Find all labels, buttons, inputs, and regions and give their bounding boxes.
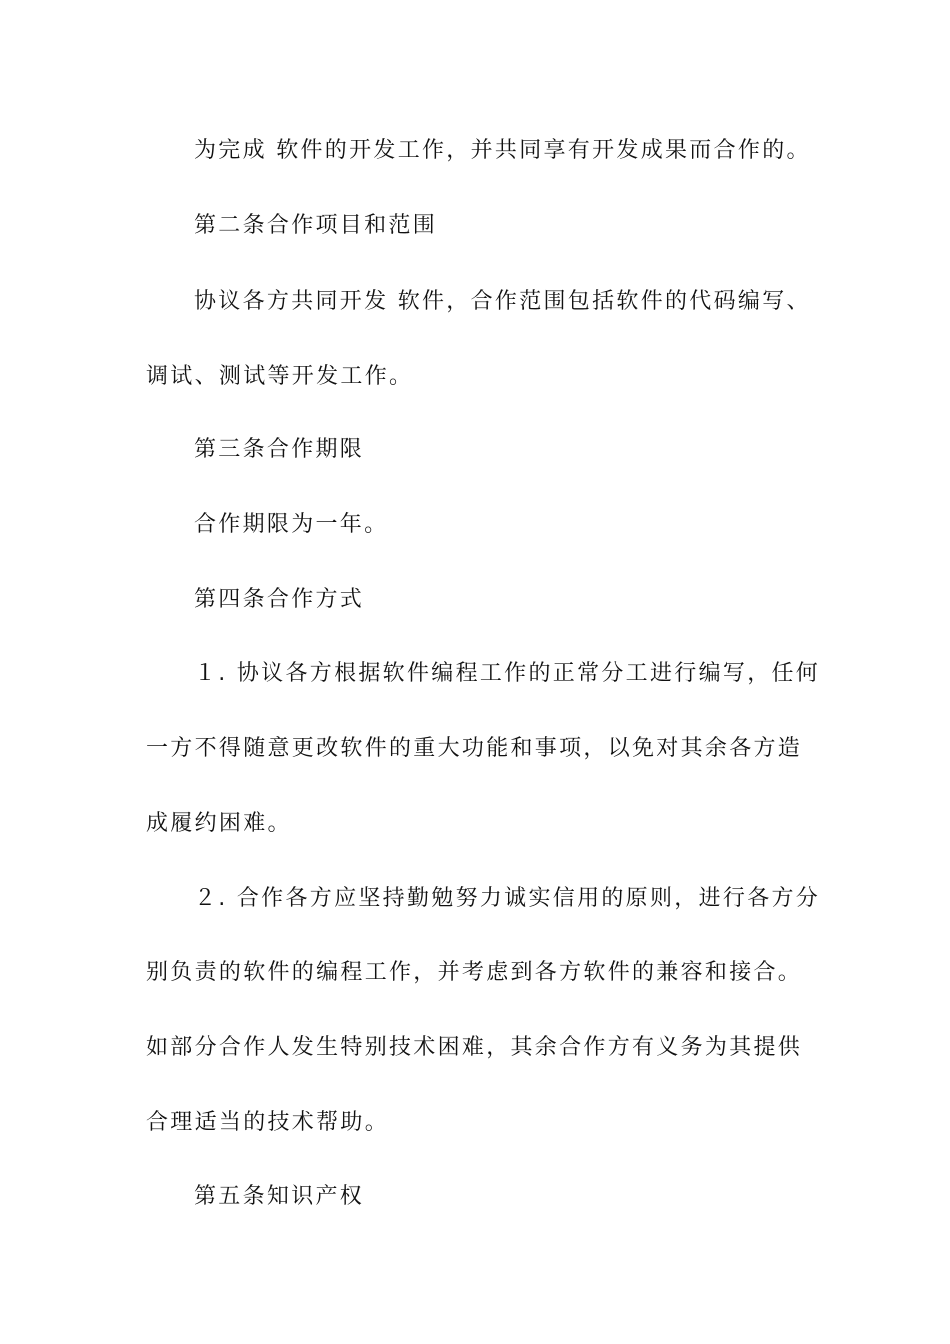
paragraph-line: 合作期限为一年。 [194,512,389,537]
paragraph-line: 调试、测试等开发工作。 [146,364,414,389]
section-heading: 第四条合作方式 [194,587,365,612]
paragraph-line: 一方不得随意更改软件的重大功能和事项，以免对其余各方造 [146,736,803,761]
section-heading: 第五条知识产权 [194,1184,365,1209]
paragraph-line: 别负责的软件的编程工作，并考虑到各方软件的兼容和接合。 [146,960,803,985]
paragraph-line: 如部分合作人发生特别技术困难，其余合作方有义务为其提供 [146,1035,803,1060]
paragraph-line: 协议各方共同开发 软件，合作范围包括软件的代码编写、 [194,289,811,314]
section-heading: 第二条合作项目和范围 [194,213,438,238]
paragraph-line: ２. 合作各方应坚持勤勉努力诚实信用的原则，进行各方分 [194,886,821,911]
section-heading: 第三条合作期限 [194,437,365,462]
paragraph-line: 成履约困难。 [146,811,292,836]
paragraph-line: 合理适当的技术帮助。 [146,1110,390,1135]
paragraph-line: 为完成 软件的开发工作，并共同享有开发成果而合作的。 [194,138,811,163]
paragraph-line: １. 协议各方根据软件编程工作的正常分工进行编写，任何 [194,661,821,686]
